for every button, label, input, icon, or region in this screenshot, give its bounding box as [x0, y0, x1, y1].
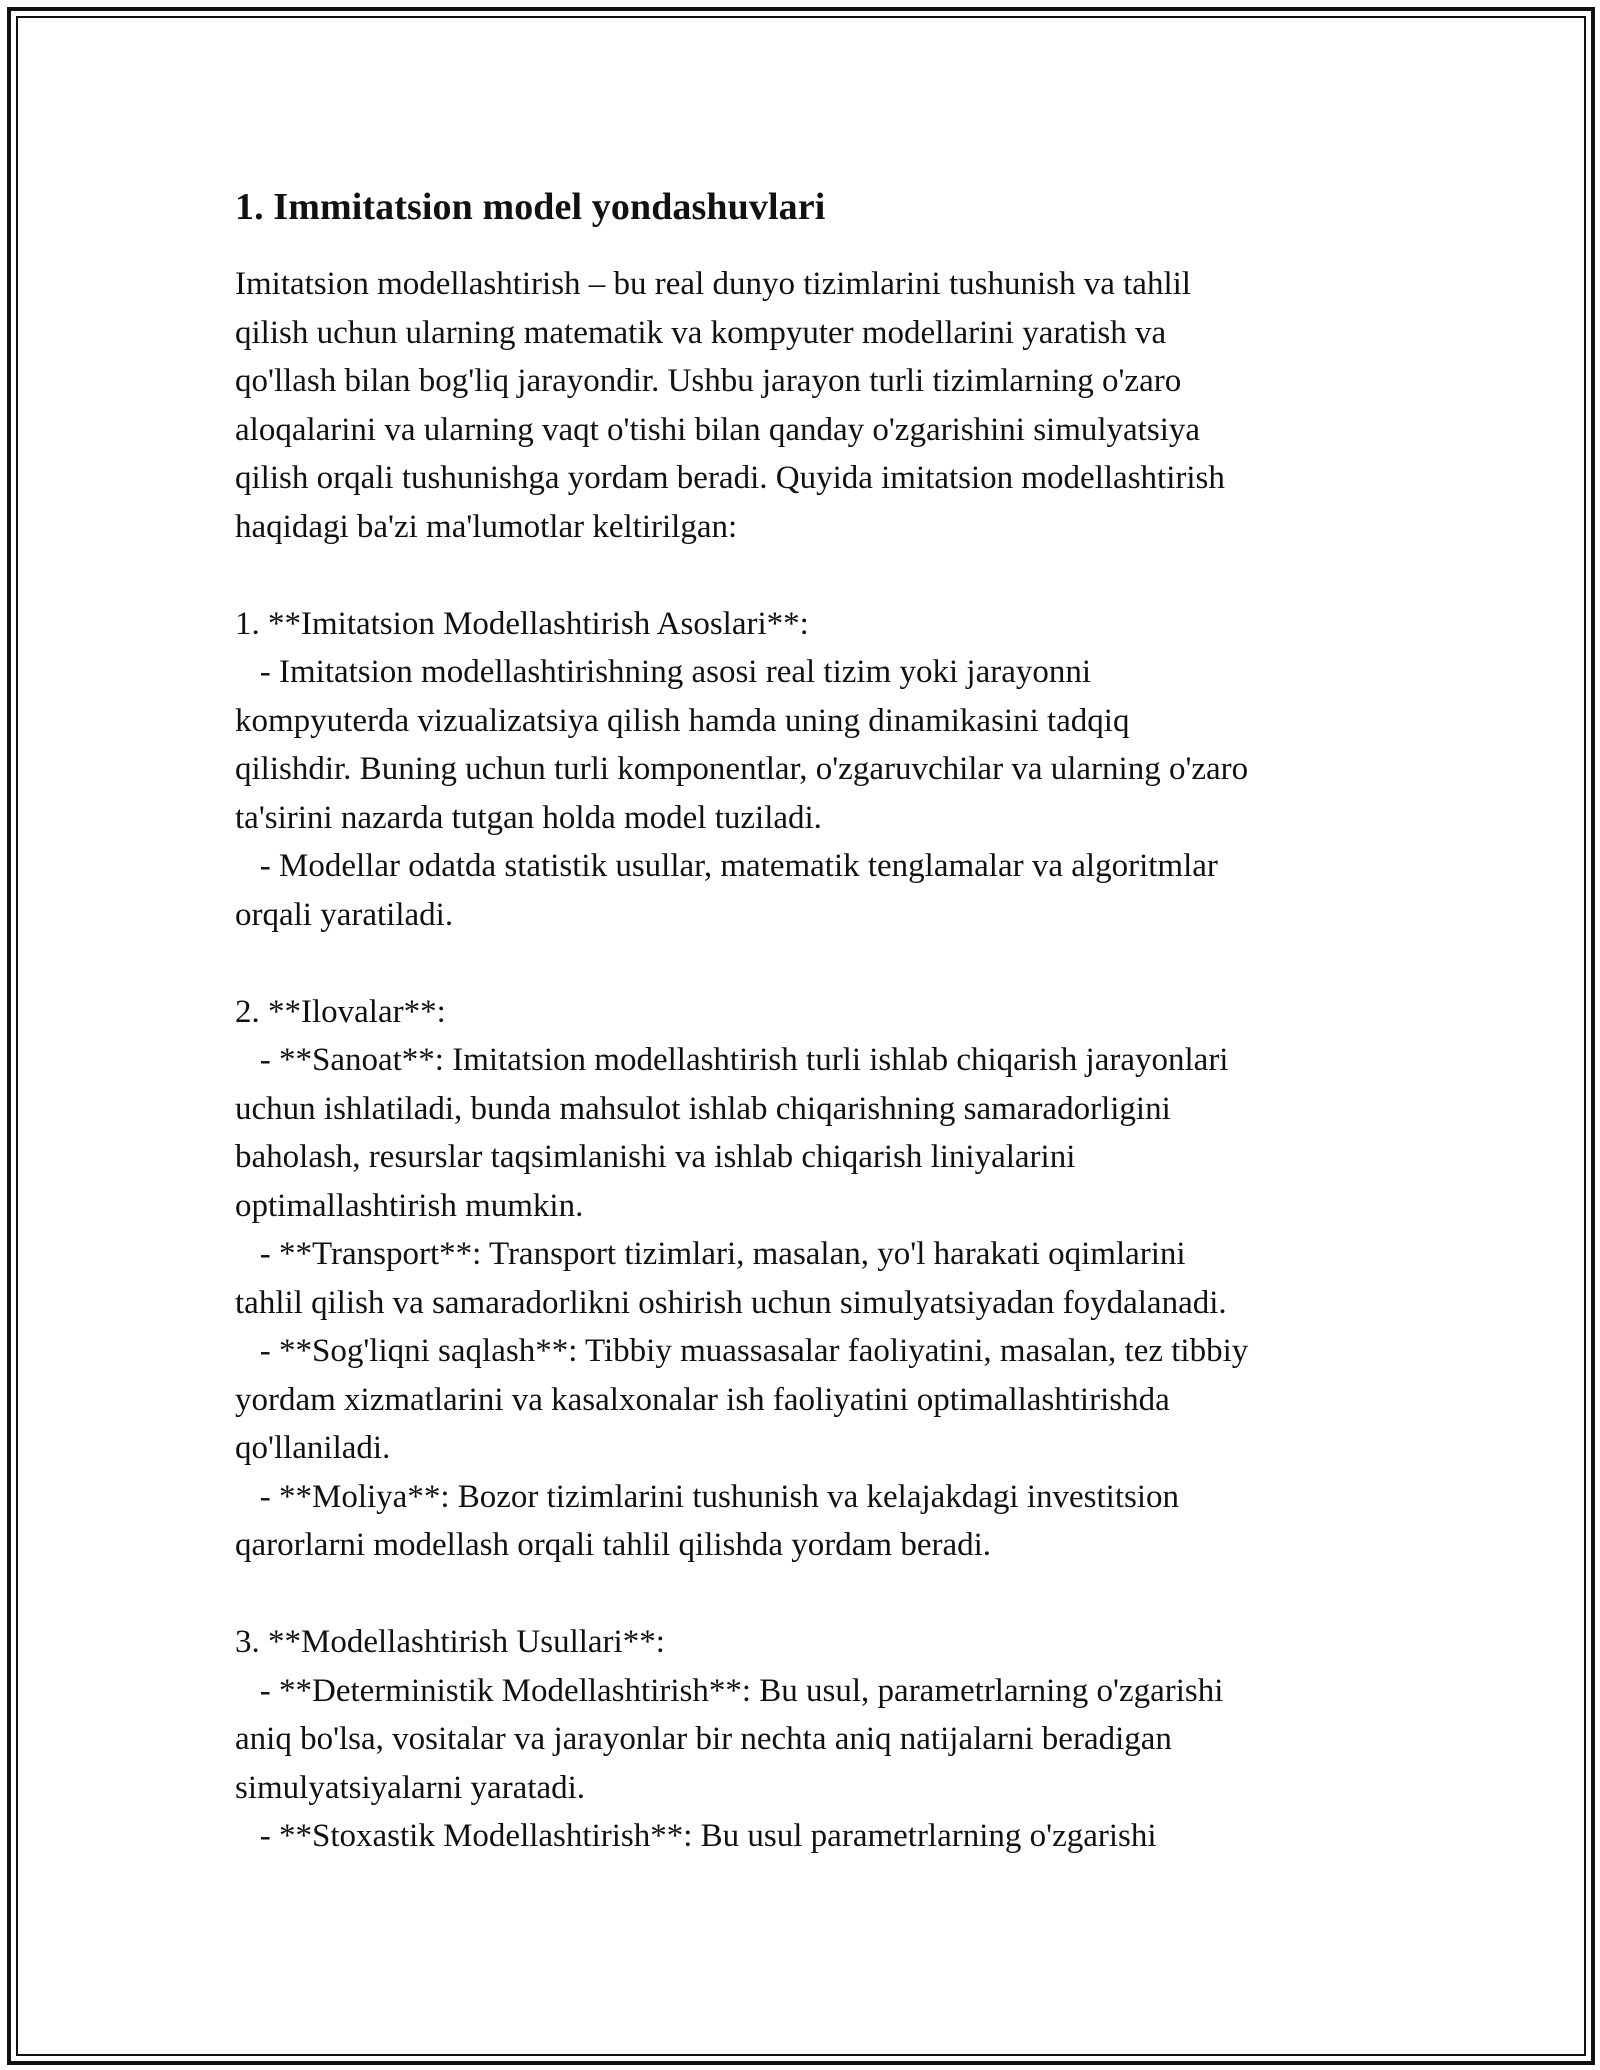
document-title: 1. Immitatsion model yondashuvlari — [235, 186, 826, 228]
document-body — [235, 182, 1375, 1861]
section-methods: 3. **Modellashtirish Usullari**: - **Deterministik Modellashtirish**: Bu usul, parametrlarning o'zgarishi aniq bo'lsa, vositalar va jarayonlar bir nechta aniq natijalarni beradigan simulyatsiyalarni yaratadi. - **Stoxastik Modellashtirish**: Bu usul parametrlarning o'zgarishi — [235, 1624, 1224, 1854]
intro-paragraph: Imitatsion modellashtirish – bu real dunyo tizimlarini tushunish va tahlil qilish uchun ularning matematik va kompyuter modellarini yaratish va qo'llash bilan bog'liq jarayondir. Ushbu jarayon turli tizimlarning o'zaro aloqalarini va ularning vaqt o'tishi bilan qanday o'zgarishini simulyatsiya qilish orqali tushunishga yordam beradi. Quyida imitatsion modellashtirish haqidagi ba'zi ma'lumotlar keltirilgan: — [235, 266, 1225, 545]
section-basics: 1. **Imitatsion Modellashtirish Asoslari**: - Imitatsion modellashtirishning asosi real tizim yoki jarayonni kompyuterda vizualizatsiya qilish hamda uning dinamikasini tadqiq qilishdir. Buning uchun turli komponentlar, o'zgaruvchilar va ularning o'zaro ta'sirini nazarda tutgan holda model tuziladi. - Modellar odatda statistik usullar, matematik tenglamalar va algoritmlar orqali yaratiladi. — [235, 605, 1249, 933]
section-applications: 2. **Ilovalar**: - **Sanoat**: Imitatsion modellashtirish turli ishlab chiqarish jarayonlari uchun ishlatiladi, bunda mahsulot ishlab chiqarishning samaradorligini baholash, resurslar taqsimlanishi va ishlab chiqarish liniyalarini optimallashtirish mumkin. - **Transport**: Transport tizimlari, masalan, yo'l harakati oqimlarini tahlil qilish va samaradorlikni oshirish uchun simulyatsiyadan foydalanadi. - **Sog'liqni saqlash**: Tibbiy muassasalar faoliyatini, masalan, tez tibbiy yordam xizmatlarini va kasalxonalar ish faoliyatini optimallashtirishda qo'llaniladi. - **Moliya**: Bozor tizimlarini tushunish va kelajakdagi investitsion qarorlarni modellash orqali tahlil qilishda yordam beradi. — [235, 993, 1249, 1563]
